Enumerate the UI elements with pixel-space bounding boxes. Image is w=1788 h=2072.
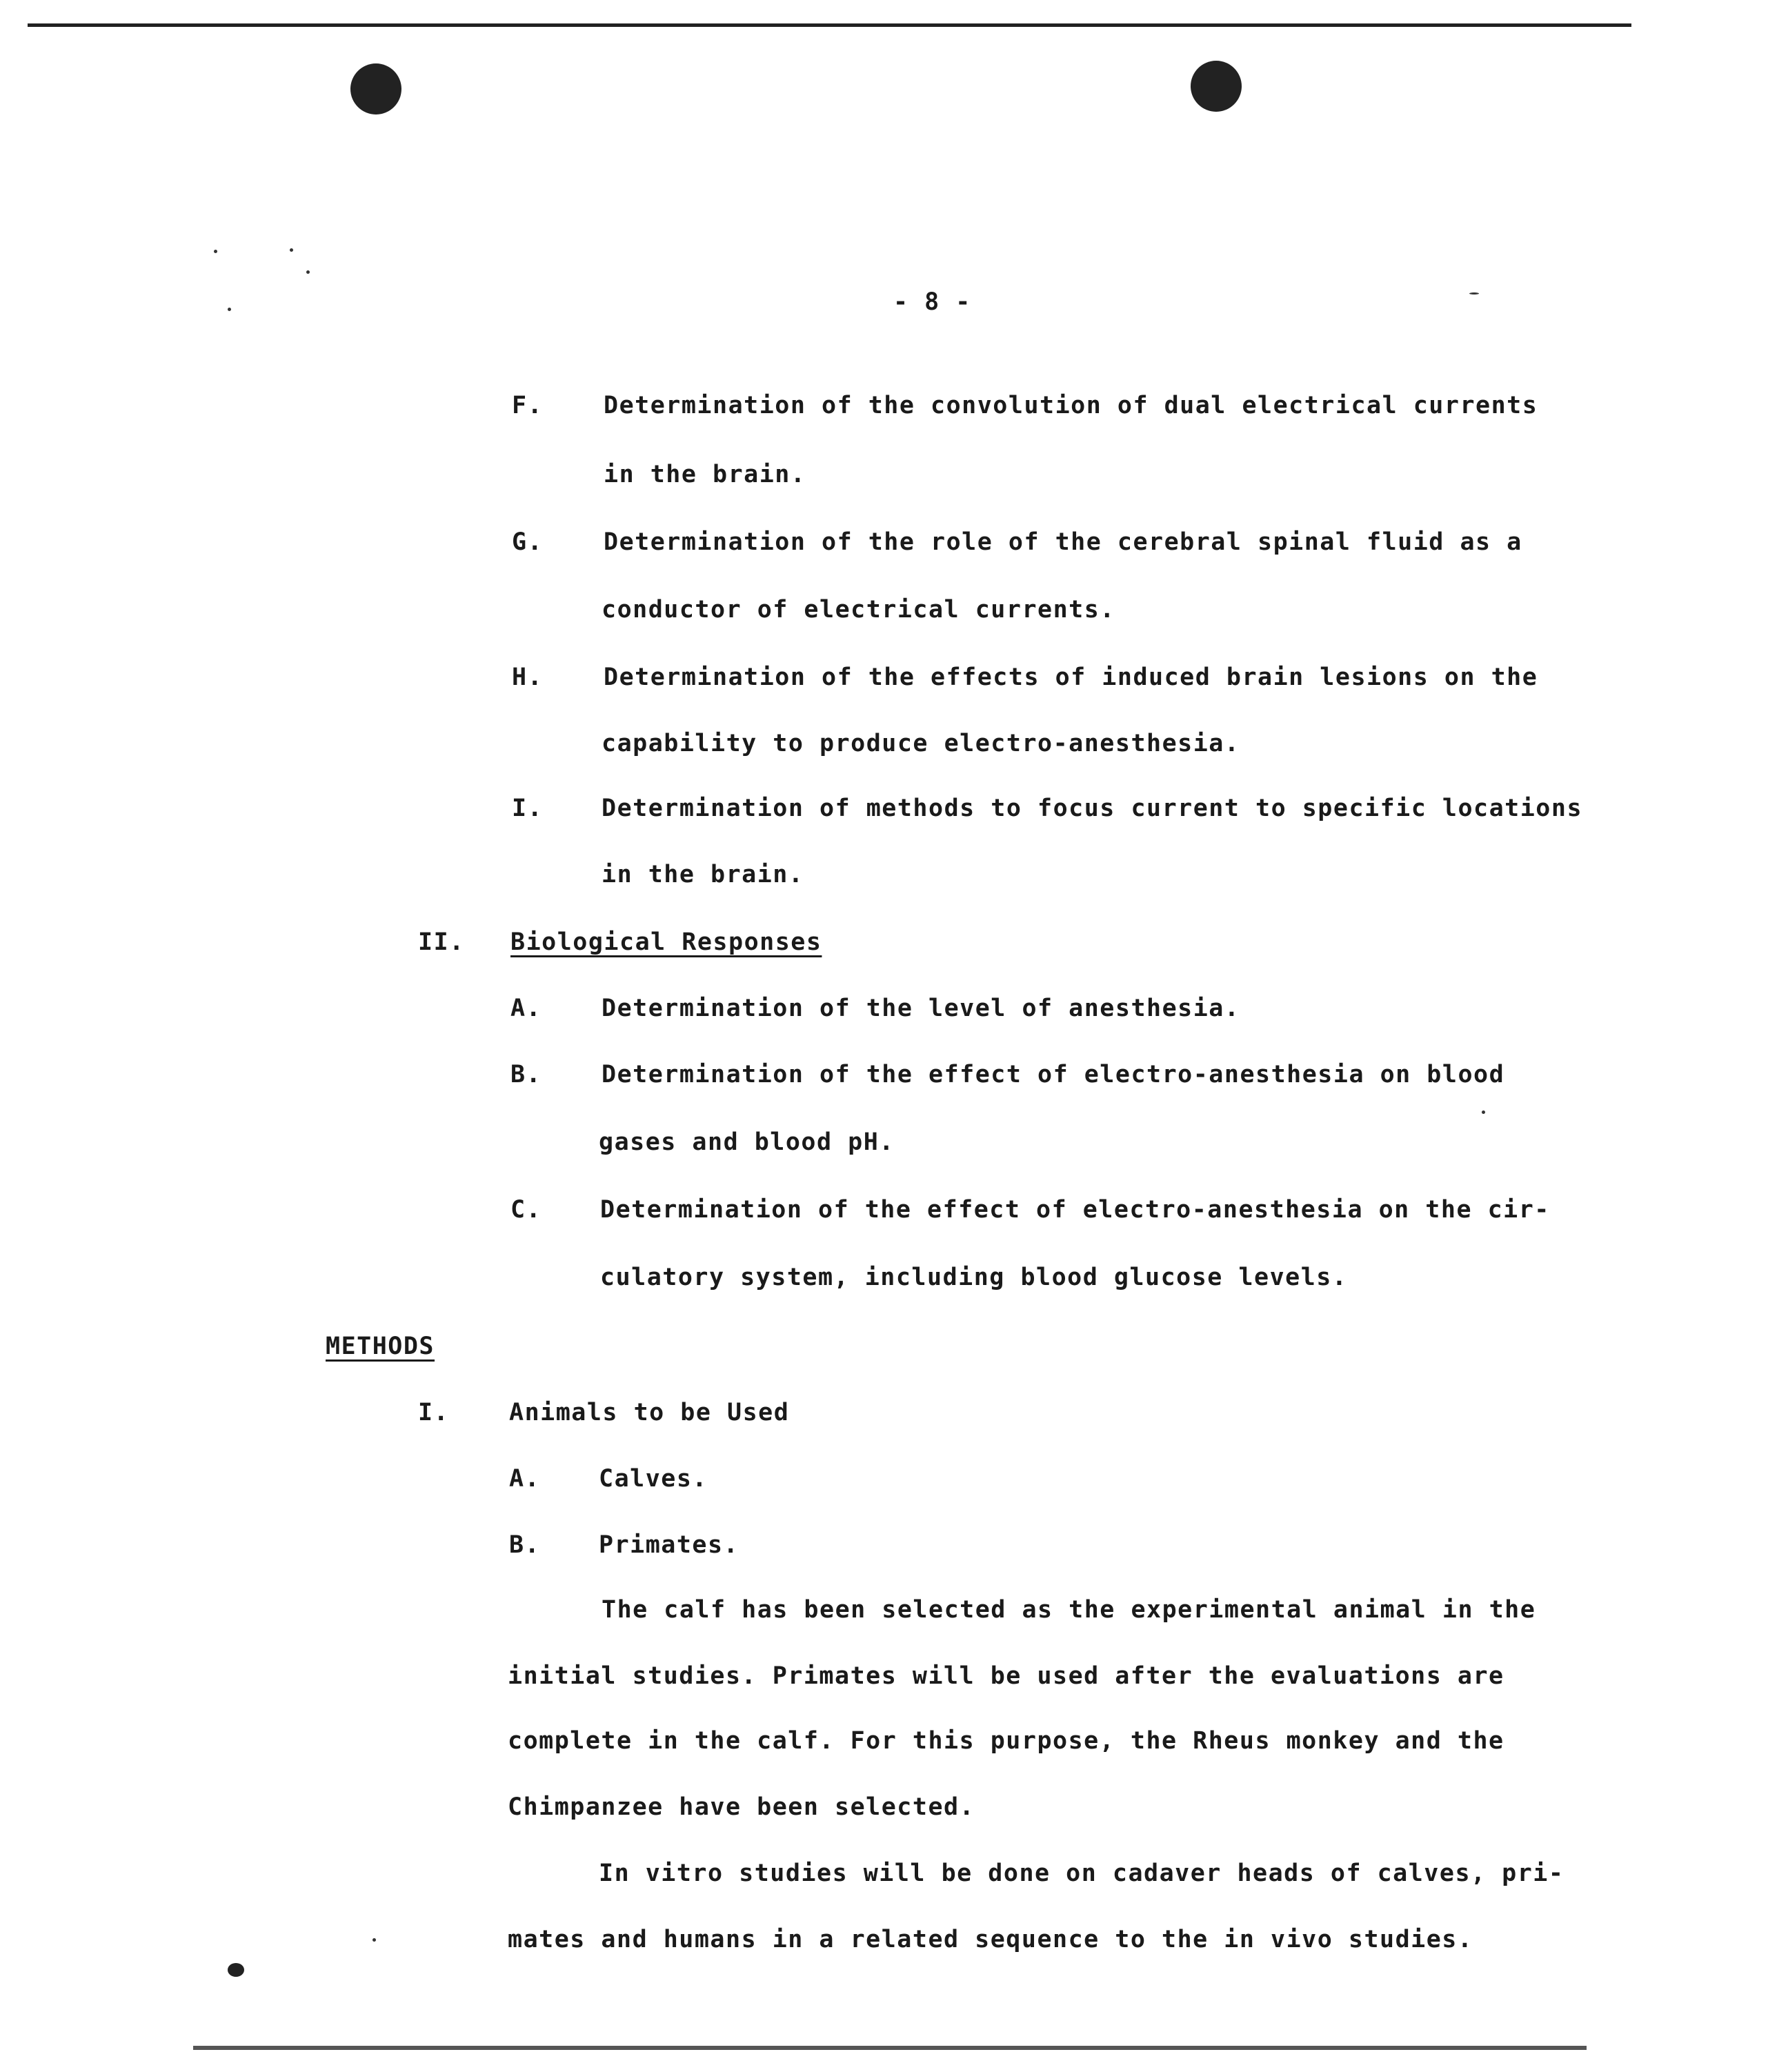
item-letter: A.	[510, 995, 542, 1022]
item-letter: I.	[512, 795, 544, 822]
speck	[1469, 292, 1479, 295]
item-text-line: in the brain.	[604, 461, 806, 488]
item-letter: H.	[512, 664, 544, 691]
item-text-line: Determination of the role of the cerebral spinal fluid as a	[604, 528, 1522, 556]
blot	[228, 1963, 244, 1977]
page-number: - 8 -	[893, 288, 971, 316]
section-title: Animals to be Used	[509, 1399, 790, 1426]
item-text: Calves.	[599, 1465, 708, 1493]
speck	[306, 270, 310, 274]
speck	[290, 248, 293, 252]
section-numeral: II.	[418, 928, 465, 956]
speck	[372, 1938, 376, 1942]
item-text-line: culatory system, including blood glucose levels.	[600, 1264, 1348, 1291]
paragraph-line: initial studies. Primates will be used after the evaluations are	[508, 1662, 1504, 1690]
item-text-line: Determination of the effect of electro-anesthesia on blood	[602, 1061, 1505, 1088]
item-text-line: Determination of the convolution of dual electrical currents	[604, 392, 1538, 419]
item-text-line: Determination of the level of anesthesia.	[602, 995, 1240, 1022]
item-text-line: Determination of methods to focus current to specific locations	[602, 795, 1583, 822]
paragraph-line: Chimpanzee have been selected.	[508, 1793, 975, 1821]
bottom-rule	[193, 2046, 1587, 2050]
punch-hole-right	[1191, 61, 1242, 112]
item-text-line: Determination of the effect of electro-anesthesia on the cir-	[600, 1196, 1550, 1224]
item-text-line: gases and blood pH.	[599, 1128, 895, 1156]
item-letter: B.	[509, 1531, 541, 1559]
methods-heading: METHODS	[326, 1333, 435, 1360]
paragraph-line: complete in the calf. For this purpose, the Rheus monkey and the	[508, 1727, 1504, 1755]
paragraph-line: In vitro studies will be done on cadaver heads of calves, pri-	[599, 1860, 1564, 1887]
speck	[1482, 1110, 1485, 1114]
section-numeral: I.	[418, 1399, 450, 1426]
paragraph-line: mates and humans in a related sequence to the in vivo studies.	[508, 1926, 1473, 1953]
item-text-line: conductor of electrical currents.	[602, 596, 1115, 624]
top-rule	[28, 23, 1631, 27]
paragraph-line: The calf has been selected as the experimental animal in the	[602, 1596, 1536, 1624]
item-letter: A.	[509, 1465, 541, 1493]
section-title: Biological Responses	[510, 928, 822, 956]
item-text-line: in the brain.	[602, 861, 804, 888]
item-letter: C.	[510, 1196, 542, 1224]
item-letter: F.	[512, 392, 544, 419]
item-text: Primates.	[599, 1531, 739, 1559]
item-letter: G.	[512, 528, 544, 556]
item-text-line: capability to produce electro-anesthesia.	[602, 730, 1240, 757]
item-letter: B.	[510, 1061, 542, 1088]
speck	[214, 250, 217, 253]
item-text-line: Determination of the effects of induced brain lesions on the	[604, 664, 1538, 691]
speck	[228, 308, 231, 311]
punch-hole-left	[350, 63, 401, 114]
